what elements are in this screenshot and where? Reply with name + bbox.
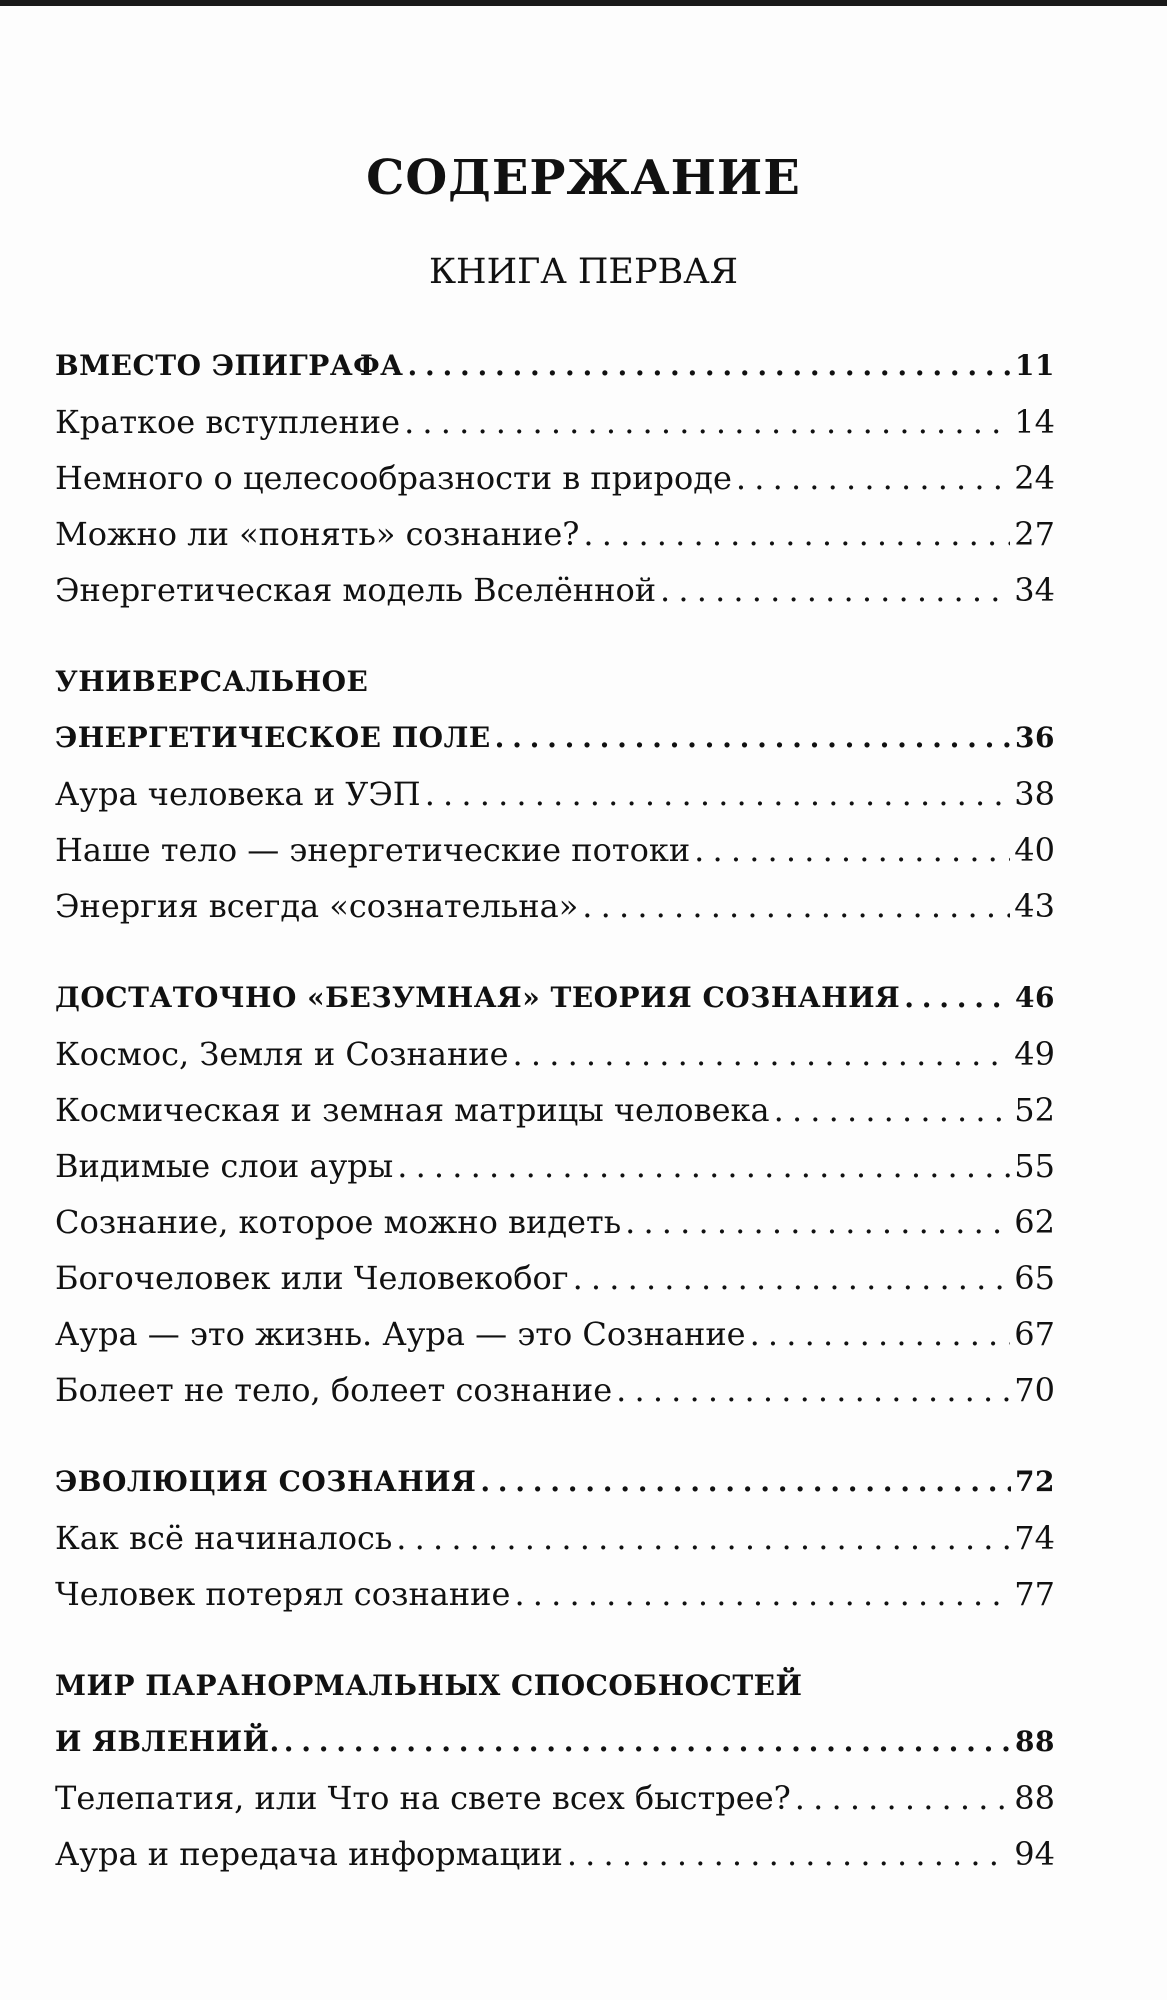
toc-entry[interactable] — [55, 1770, 1055, 1826]
toc-entry-title: Богочеловек или Человекобог — [55, 1259, 569, 1297]
section-heading[interactable] — [55, 338, 1055, 394]
section-heading-line: УНИВЕРСАЛЬНОЕ — [55, 665, 369, 698]
toc-entry[interactable] — [55, 1138, 1055, 1194]
toc-entry[interactable] — [55, 1082, 1055, 1138]
toc-section — [55, 970, 1055, 1418]
dot-leader — [583, 506, 1010, 562]
dot-leader — [495, 710, 1011, 766]
section-page-number: 88 — [1015, 1725, 1055, 1758]
toc-entry-page-number: 55 — [1014, 1147, 1055, 1185]
toc-entry[interactable] — [55, 822, 1055, 878]
toc-entry-title: Немного о целесообразности в природе — [55, 459, 732, 497]
toc-entry-title: Космическая и земная матрицы человека — [55, 1091, 770, 1129]
dot-leader — [582, 878, 1010, 934]
toc-entry-page-number: 34 — [1014, 571, 1055, 609]
dot-leader — [425, 766, 1011, 822]
dot-leader — [513, 1026, 1011, 1082]
table-of-contents — [55, 338, 1055, 1918]
dot-leader — [514, 1566, 1010, 1622]
toc-entry[interactable] — [55, 1026, 1055, 1082]
toc-entry-page-number: 65 — [1014, 1259, 1055, 1297]
dot-leader — [774, 1082, 1011, 1138]
section-page-number: 46 — [1015, 981, 1055, 1014]
toc-section — [55, 1454, 1055, 1622]
toc-entry-title: Аура — это жизнь. Аура — это Сознание — [55, 1315, 746, 1353]
toc-entry-page-number: 27 — [1014, 515, 1055, 553]
section-page-number: 72 — [1015, 1465, 1055, 1498]
toc-entry[interactable] — [55, 766, 1055, 822]
toc-entry-title: Телепатия, или Что на свете всех быстрее? — [55, 1779, 791, 1817]
toc-entry-page-number: 70 — [1014, 1371, 1055, 1409]
toc-entry-page-number: 62 — [1014, 1203, 1055, 1241]
dot-leader — [397, 1138, 1010, 1194]
dot-leader — [694, 822, 1010, 878]
dot-leader — [573, 1250, 1011, 1306]
toc-entry[interactable] — [55, 1306, 1055, 1362]
toc-entry-page-number: 40 — [1014, 831, 1055, 869]
toc-entry-title: Человек потерял сознание — [55, 1575, 511, 1613]
section-heading-text: ЭНЕРГЕТИЧЕСКОЕ ПОЛЕ — [55, 721, 491, 754]
toc-entry[interactable] — [55, 506, 1055, 562]
toc-entry-title: Можно ли «понять» сознание? — [55, 515, 580, 553]
toc-section — [55, 1658, 1055, 1882]
toc-entry-title: Энергия всегда «сознательна» — [55, 887, 579, 925]
toc-entry[interactable] — [55, 1250, 1055, 1306]
page-title: СОДЕРЖАНИЕ — [366, 150, 801, 206]
section-heading-text: ЭВОЛЮЦИЯ СОЗНАНИЯ — [55, 1465, 477, 1498]
toc-entry[interactable] — [55, 450, 1055, 506]
toc-section — [55, 654, 1055, 934]
dot-leader — [408, 338, 1012, 394]
toc-entry-page-number: 88 — [1014, 1779, 1055, 1817]
toc-entry[interactable] — [55, 1510, 1055, 1566]
toc-entry[interactable] — [55, 394, 1055, 450]
section-heading-text: ДОСТАТОЧНО «БЕЗУМНАЯ» ТЕОРИЯ СОЗНАНИЯ — [55, 981, 901, 1014]
toc-entry-page-number: 74 — [1014, 1519, 1055, 1557]
toc-entry-title: Видимые слои ауры — [55, 1147, 394, 1185]
toc-entry-title: Краткое вступление — [55, 403, 401, 441]
section-page-number: 11 — [1015, 349, 1055, 382]
section-heading[interactable] — [55, 1454, 1055, 1510]
section-heading-text: ВМЕСТО ЭПИГРАФА — [55, 349, 404, 382]
toc-entry-title: Энергетическая модель Вселённой — [55, 571, 657, 609]
toc-entry[interactable] — [55, 562, 1055, 618]
dot-leader — [396, 1510, 1010, 1566]
section-heading[interactable] — [55, 710, 1055, 766]
toc-entry-page-number: 24 — [1014, 459, 1055, 497]
section-heading-line: МИР ПАРАНОРМАЛЬНЫХ СПОСОБНОСТЕЙ — [55, 1669, 803, 1702]
dot-leader — [750, 1306, 1011, 1362]
toc-entry-title: Космос, Земля и Сознание — [55, 1035, 509, 1073]
toc-entry-page-number: 14 — [1014, 403, 1055, 441]
toc-entry[interactable] — [55, 1194, 1055, 1250]
dot-leader — [660, 562, 1010, 618]
section-heading[interactable] — [55, 1714, 1055, 1770]
toc-entry-page-number: 43 — [1014, 887, 1055, 925]
toc-entry-title: Как всё начиналось — [55, 1519, 393, 1557]
toc-entry-page-number: 52 — [1014, 1091, 1055, 1129]
dot-leader — [625, 1194, 1010, 1250]
dot-leader — [567, 1826, 1010, 1882]
toc-entry-title: Аура и передача информации — [55, 1835, 563, 1873]
dot-leader — [795, 1770, 1011, 1826]
toc-section — [55, 338, 1055, 618]
toc-entry[interactable] — [55, 1826, 1055, 1882]
toc-entry-page-number: 38 — [1014, 775, 1055, 813]
dot-leader — [904, 970, 1011, 1026]
toc-entry[interactable] — [55, 1362, 1055, 1418]
toc-entry-page-number: 67 — [1014, 1315, 1055, 1353]
dot-leader — [736, 450, 1010, 506]
toc-entry-title: Сознание, которое можно видеть — [55, 1203, 622, 1241]
dot-leader — [616, 1362, 1010, 1418]
book-title: КНИГА ПЕРВАЯ — [428, 252, 739, 292]
toc-entry-title: Аура человека и УЭП — [55, 775, 421, 813]
toc-entry-title: Наше тело — энергетические потоки — [55, 831, 691, 869]
dot-leader — [284, 1714, 1011, 1770]
toc-entry-page-number: 94 — [1014, 1835, 1055, 1873]
toc-entry[interactable] — [55, 1566, 1055, 1622]
section-page-number: 36 — [1015, 721, 1055, 754]
toc-entry-page-number: 49 — [1014, 1035, 1055, 1073]
section-heading[interactable] — [55, 970, 1055, 1026]
dot-leader — [480, 1454, 1011, 1510]
dot-leader — [404, 394, 1010, 450]
toc-entry-title: Болеет не тело, болеет сознание — [55, 1371, 613, 1409]
toc-entry[interactable] — [55, 878, 1055, 934]
top-border-rule — [0, 0, 1167, 6]
toc-entry-page-number: 77 — [1014, 1575, 1055, 1613]
section-heading-text: И ЯВЛЕНИЙ. — [55, 1725, 280, 1758]
